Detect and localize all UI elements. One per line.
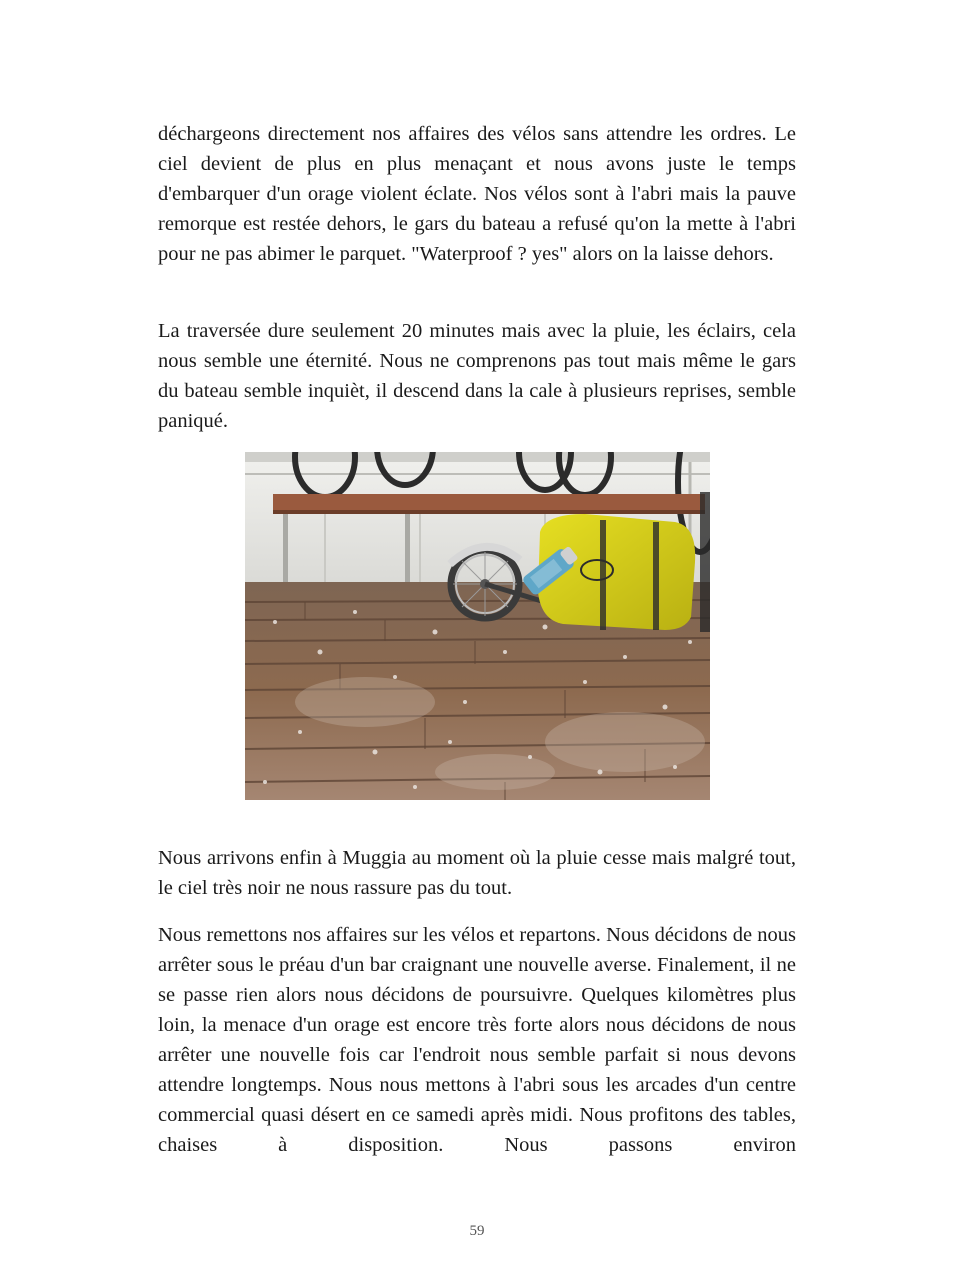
wooden-bench	[273, 494, 705, 512]
paragraph-1: déchargeons directement nos affaires des vélos sans attendre les ordres. Le ciel devient de plus en plus menaçant et nous avons juste le temps d'embarquer d'un orage violent éclate. Nos vélos sont à l'abri mais la pauve remorque est restée dehors, le gars du bateau a refusé qu'on la mette à l'abri pour ne pas abimer le parquet. "Waterproof ? yes" alors on la laisse dehors.	[158, 123, 796, 265]
photo-trailer-on-boat-deck	[245, 452, 710, 800]
paragraph-3: Nous arrivons enfin à Muggia au moment où la pluie cesse mais malgré tout, le ciel très noir ne nous rassure pas du tout.	[158, 847, 796, 899]
page-number: 59	[469, 1223, 485, 1239]
paragraph-4: Nous remettons nos affaires sur les vélos et repartons. Nous décidons de nous arrêter sous le préau d'un bar craignant une nouvelle averse. Finalement, il ne se passe rien alors nous décidons de poursuivre. Quelques kilomètres plus loin, la menace d'un orage est encore très forte alors nous décidons de nous arrêter une nouvelle fois car l'endroit nous semble parfait si nous devons attendre longtemps. Nous nous mettons à l'abri sous les arcades d'un centre commercial quasi désert en ce samedi après midi. Nous profitons des tables, chaises à disposition. Nous passons environ	[158, 924, 796, 1156]
paragraph-2: La traversée dure seulement 20 minutes mais avec la pluie, les éclairs, cela nous semble une éternité. Nous ne comprenons pas tout mais même le gars du bateau semble inquièt, il descend dans la cale à plusieurs reprises, semble paniqué.	[158, 320, 796, 432]
